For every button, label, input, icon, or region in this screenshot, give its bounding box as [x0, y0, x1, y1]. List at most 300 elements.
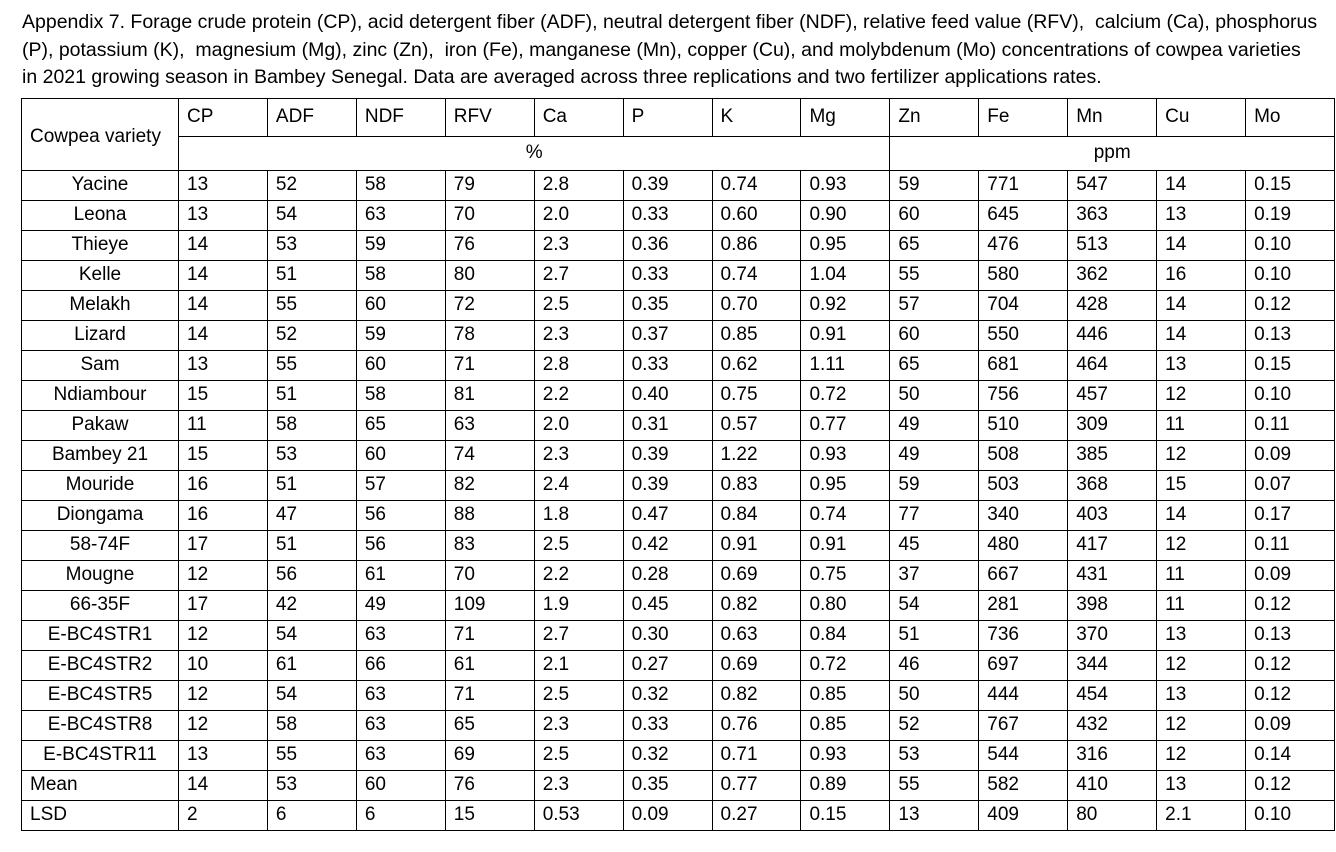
variety-cell: E-BC4STR11: [22, 740, 179, 770]
value-cell-p: 0.33: [623, 260, 712, 290]
value-cell-cu: 11: [1157, 560, 1246, 590]
value-cell-cu: 15: [1157, 470, 1246, 500]
value-cell-adf: 51: [267, 260, 356, 290]
value-cell-adf: 47: [267, 500, 356, 530]
value-cell-p: 0.33: [623, 710, 712, 740]
value-cell-mg: 0.93: [801, 440, 890, 470]
value-cell-mo: 0.10: [1246, 380, 1335, 410]
value-cell-mg: 0.90: [801, 200, 890, 230]
value-cell-ca: 2.0: [534, 200, 623, 230]
value-cell-cp: 2: [179, 800, 268, 830]
value-cell-k: 0.69: [712, 560, 801, 590]
value-cell-mg: 0.93: [801, 170, 890, 200]
value-cell-fe: 508: [979, 440, 1068, 470]
column-header-fe: Fe: [979, 98, 1068, 136]
value-cell-mo: 0.09: [1246, 440, 1335, 470]
value-cell-ndf: 63: [356, 710, 445, 740]
value-cell-ndf: 59: [356, 320, 445, 350]
value-cell-p: 0.45: [623, 590, 712, 620]
column-header-adf: ADF: [267, 98, 356, 136]
value-cell-ndf: 57: [356, 470, 445, 500]
value-cell-p: 0.27: [623, 650, 712, 680]
value-cell-cp: 10: [179, 650, 268, 680]
value-cell-adf: 58: [267, 410, 356, 440]
value-cell-ndf: 6: [356, 800, 445, 830]
value-cell-fe: 681: [979, 350, 1068, 380]
value-cell-adf: 54: [267, 680, 356, 710]
table-row-pakaw: [22, 410, 1335, 440]
value-cell-mg: 0.80: [801, 590, 890, 620]
value-cell-mn: 363: [1068, 200, 1157, 230]
column-header-zn: Zn: [890, 98, 979, 136]
value-cell-rfv: 70: [445, 560, 534, 590]
value-cell-mo: 0.12: [1246, 590, 1335, 620]
variety-cell: Leona: [22, 200, 179, 230]
value-cell-mg: 0.93: [801, 740, 890, 770]
variety-cell: Kelle: [22, 260, 179, 290]
value-cell-fe: 704: [979, 290, 1068, 320]
value-cell-adf: 42: [267, 590, 356, 620]
value-cell-mo: 0.11: [1246, 410, 1335, 440]
table-caption: Appendix 7. Forage crude protein (CP), acid detergent fiber (ADF), neutral detergent fiber (NDF), relative feed value (RFV), calcium (Ca), phosphorus (P), potassium (K), magnesium (Mg), zinc (Zn), iron (Fe), manganese (Mn), copper (Cu), and molybdenum (Mo) concentrations of cowpea varieties in 2021 growing season in Bambey Senegal. Data are averaged across three replications and two fertilizer applications rates.: [22, 11, 1323, 88]
column-header-rfv: RFV: [445, 98, 534, 136]
value-cell-cu: 12: [1157, 380, 1246, 410]
value-cell-ca: 2.3: [534, 710, 623, 740]
value-cell-rfv: 76: [445, 230, 534, 260]
value-cell-mn: 464: [1068, 350, 1157, 380]
value-cell-fe: 480: [979, 530, 1068, 560]
variety-cell: LSD: [22, 800, 179, 830]
value-cell-ca: 1.9: [534, 590, 623, 620]
value-cell-mn: 454: [1068, 680, 1157, 710]
value-cell-rfv: 69: [445, 740, 534, 770]
value-cell-k: 0.76: [712, 710, 801, 740]
value-cell-adf: 52: [267, 320, 356, 350]
value-cell-zn: 49: [890, 440, 979, 470]
value-cell-mn: 417: [1068, 530, 1157, 560]
value-cell-p: 0.35: [623, 290, 712, 320]
variety-cell: Pakaw: [22, 410, 179, 440]
value-cell-k: 0.75: [712, 380, 801, 410]
value-cell-cu: 14: [1157, 230, 1246, 260]
value-cell-ca: 2.1: [534, 650, 623, 680]
value-cell-zn: 55: [890, 770, 979, 800]
value-cell-cu: 14: [1157, 290, 1246, 320]
variety-cell: Thieye: [22, 230, 179, 260]
value-cell-ca: 2.7: [534, 620, 623, 650]
value-cell-zn: 59: [890, 470, 979, 500]
value-cell-ndf: 60: [356, 350, 445, 380]
value-cell-zn: 46: [890, 650, 979, 680]
appendix-7-table: [21, 98, 1335, 831]
value-cell-zn: 60: [890, 200, 979, 230]
value-cell-ndf: 49: [356, 590, 445, 620]
value-cell-mo: 0.11: [1246, 530, 1335, 560]
value-cell-fe: 281: [979, 590, 1068, 620]
value-cell-mg: 0.72: [801, 650, 890, 680]
value-cell-mn: 446: [1068, 320, 1157, 350]
column-header-mn: Mn: [1068, 98, 1157, 136]
value-cell-mn: 316: [1068, 740, 1157, 770]
value-cell-adf: 54: [267, 200, 356, 230]
variety-cell: 66-35F: [22, 590, 179, 620]
value-cell-fe: 409: [979, 800, 1068, 830]
value-cell-mg: 0.95: [801, 230, 890, 260]
value-cell-mn: 403: [1068, 500, 1157, 530]
table-row-lsd: [22, 800, 1335, 830]
value-cell-zn: 51: [890, 620, 979, 650]
table-row-e-bc4str5: [22, 680, 1335, 710]
value-cell-zn: 52: [890, 710, 979, 740]
value-cell-p: 0.36: [623, 230, 712, 260]
value-cell-cu: 12: [1157, 530, 1246, 560]
variety-cell: Lizard: [22, 320, 179, 350]
value-cell-ndf: 58: [356, 380, 445, 410]
value-cell-fe: 476: [979, 230, 1068, 260]
value-cell-mg: 0.74: [801, 500, 890, 530]
variety-cell: Sam: [22, 350, 179, 380]
value-cell-p: 0.39: [623, 470, 712, 500]
value-cell-p: 0.28: [623, 560, 712, 590]
value-cell-ndf: 63: [356, 680, 445, 710]
table-row-bambey-21: [22, 440, 1335, 470]
value-cell-adf: 51: [267, 470, 356, 500]
value-cell-ndf: 56: [356, 500, 445, 530]
column-header-ndf: NDF: [356, 98, 445, 136]
column-header-mg: Mg: [801, 98, 890, 136]
value-cell-k: 0.70: [712, 290, 801, 320]
value-cell-cp: 16: [179, 470, 268, 500]
value-cell-k: 0.57: [712, 410, 801, 440]
value-cell-rfv: 61: [445, 650, 534, 680]
value-cell-mg: 0.84: [801, 620, 890, 650]
value-cell-mn: 80: [1068, 800, 1157, 830]
value-cell-fe: 444: [979, 680, 1068, 710]
value-cell-k: 0.62: [712, 350, 801, 380]
table-row-ndiambour: [22, 380, 1335, 410]
value-cell-cu: 12: [1157, 440, 1246, 470]
value-cell-adf: 54: [267, 620, 356, 650]
value-cell-cu: 16: [1157, 260, 1246, 290]
value-cell-cp: 13: [179, 170, 268, 200]
variety-cell: 58-74F: [22, 530, 179, 560]
value-cell-mn: 362: [1068, 260, 1157, 290]
value-cell-mo: 0.10: [1246, 800, 1335, 830]
value-cell-k: 0.83: [712, 470, 801, 500]
value-cell-ca: 2.4: [534, 470, 623, 500]
value-cell-mo: 0.12: [1246, 650, 1335, 680]
value-cell-fe: 580: [979, 260, 1068, 290]
value-cell-mg: 0.95: [801, 470, 890, 500]
value-cell-cp: 13: [179, 740, 268, 770]
value-cell-k: 0.82: [712, 680, 801, 710]
value-cell-ndf: 63: [356, 740, 445, 770]
value-cell-zn: 55: [890, 260, 979, 290]
value-cell-ca: 2.8: [534, 170, 623, 200]
value-cell-mo: 0.10: [1246, 260, 1335, 290]
variety-cell: E-BC4STR8: [22, 710, 179, 740]
value-cell-cp: 12: [179, 680, 268, 710]
table-row-kelle: [22, 260, 1335, 290]
table-row-melakh: [22, 290, 1335, 320]
value-cell-ca: 2.3: [534, 770, 623, 800]
value-cell-fe: 544: [979, 740, 1068, 770]
value-cell-ca: 2.5: [534, 740, 623, 770]
value-cell-ca: 2.3: [534, 320, 623, 350]
value-cell-ca: 2.2: [534, 560, 623, 590]
value-cell-cp: 14: [179, 260, 268, 290]
value-cell-adf: 53: [267, 770, 356, 800]
value-cell-mn: 547: [1068, 170, 1157, 200]
value-cell-rfv: 82: [445, 470, 534, 500]
value-cell-rfv: 78: [445, 320, 534, 350]
unit-label-percent: %: [179, 136, 890, 170]
value-cell-cu: 11: [1157, 590, 1246, 620]
value-cell-zn: 50: [890, 380, 979, 410]
value-cell-cp: 12: [179, 710, 268, 740]
value-cell-p: 0.37: [623, 320, 712, 350]
value-cell-cp: 16: [179, 500, 268, 530]
value-cell-mo: 0.19: [1246, 200, 1335, 230]
table-row-yacine: [22, 170, 1335, 200]
value-cell-cu: 13: [1157, 770, 1246, 800]
table-row-thieye: [22, 230, 1335, 260]
value-cell-rfv: 65: [445, 710, 534, 740]
value-cell-cp: 14: [179, 290, 268, 320]
value-cell-p: 0.42: [623, 530, 712, 560]
value-cell-mn: 344: [1068, 650, 1157, 680]
column-header-p: P: [623, 98, 712, 136]
value-cell-k: 0.71: [712, 740, 801, 770]
value-cell-zn: 57: [890, 290, 979, 320]
row-header-label: Cowpea variety: [30, 126, 161, 147]
table-row-mean: [22, 770, 1335, 800]
value-cell-mn: 398: [1068, 590, 1157, 620]
value-cell-cu: 13: [1157, 680, 1246, 710]
value-cell-mg: 0.85: [801, 680, 890, 710]
value-cell-rfv: 81: [445, 380, 534, 410]
value-cell-mo: 0.15: [1246, 350, 1335, 380]
value-cell-zn: 65: [890, 230, 979, 260]
value-cell-ndf: 58: [356, 170, 445, 200]
value-cell-cu: 2.1: [1157, 800, 1246, 830]
value-cell-cu: 14: [1157, 320, 1246, 350]
value-cell-ndf: 63: [356, 620, 445, 650]
value-cell-cp: 17: [179, 590, 268, 620]
value-cell-p: 0.09: [623, 800, 712, 830]
value-cell-cu: 12: [1157, 740, 1246, 770]
value-cell-p: 0.35: [623, 770, 712, 800]
table-row-66-35f: [22, 590, 1335, 620]
value-cell-zn: 37: [890, 560, 979, 590]
table-body: [22, 170, 1335, 830]
value-cell-p: 0.47: [623, 500, 712, 530]
value-cell-fe: 767: [979, 710, 1068, 740]
value-cell-zn: 60: [890, 320, 979, 350]
value-cell-adf: 58: [267, 710, 356, 740]
value-cell-k: 0.74: [712, 260, 801, 290]
value-cell-ndf: 61: [356, 560, 445, 590]
table-row-mouride: [22, 470, 1335, 500]
value-cell-cp: 12: [179, 560, 268, 590]
value-cell-ca: 2.5: [534, 680, 623, 710]
value-cell-mg: 1.04: [801, 260, 890, 290]
value-cell-k: 0.85: [712, 320, 801, 350]
value-cell-fe: 697: [979, 650, 1068, 680]
value-cell-cp: 15: [179, 440, 268, 470]
value-cell-k: 0.77: [712, 770, 801, 800]
value-cell-p: 0.39: [623, 170, 712, 200]
value-cell-mg: 1.11: [801, 350, 890, 380]
value-cell-p: 0.33: [623, 200, 712, 230]
value-cell-zn: 59: [890, 170, 979, 200]
table-row-58-74f: [22, 530, 1335, 560]
value-cell-cu: 12: [1157, 710, 1246, 740]
variety-cell: E-BC4STR1: [22, 620, 179, 650]
value-cell-p: 0.32: [623, 740, 712, 770]
value-cell-adf: 51: [267, 380, 356, 410]
value-cell-p: 0.30: [623, 620, 712, 650]
value-cell-k: 0.74: [712, 170, 801, 200]
variety-cell: E-BC4STR5: [22, 680, 179, 710]
value-cell-k: 0.86: [712, 230, 801, 260]
value-cell-ca: 2.5: [534, 290, 623, 320]
column-header-k: K: [712, 98, 801, 136]
value-cell-rfv: 74: [445, 440, 534, 470]
value-cell-cp: 13: [179, 350, 268, 380]
value-cell-mo: 0.13: [1246, 320, 1335, 350]
value-cell-zn: 45: [890, 530, 979, 560]
value-cell-k: 0.82: [712, 590, 801, 620]
value-cell-rfv: 71: [445, 680, 534, 710]
variety-cell: Mean: [22, 770, 179, 800]
value-cell-rfv: 109: [445, 590, 534, 620]
value-cell-mg: 0.77: [801, 410, 890, 440]
value-cell-adf: 6: [267, 800, 356, 830]
value-cell-fe: 340: [979, 500, 1068, 530]
value-cell-ndf: 65: [356, 410, 445, 440]
value-cell-ndf: 58: [356, 260, 445, 290]
value-cell-rfv: 70: [445, 200, 534, 230]
value-cell-mg: 0.75: [801, 560, 890, 590]
value-cell-adf: 53: [267, 440, 356, 470]
value-cell-adf: 55: [267, 290, 356, 320]
value-cell-adf: 52: [267, 170, 356, 200]
value-cell-fe: 550: [979, 320, 1068, 350]
value-cell-zn: 53: [890, 740, 979, 770]
value-cell-fe: 645: [979, 200, 1068, 230]
unit-label-ppm: ppm: [890, 136, 1335, 170]
value-cell-k: 1.22: [712, 440, 801, 470]
value-cell-mo: 0.17: [1246, 500, 1335, 530]
value-cell-ca: 2.8: [534, 350, 623, 380]
value-cell-k: 0.84: [712, 500, 801, 530]
table-row-leona: [22, 200, 1335, 230]
value-cell-k: 0.91: [712, 530, 801, 560]
value-cell-adf: 55: [267, 350, 356, 380]
value-cell-ndf: 60: [356, 440, 445, 470]
variety-cell: Mouride: [22, 470, 179, 500]
value-cell-adf: 51: [267, 530, 356, 560]
value-cell-rfv: 71: [445, 620, 534, 650]
column-header-variety: [22, 98, 179, 170]
value-cell-fe: 756: [979, 380, 1068, 410]
value-cell-fe: 510: [979, 410, 1068, 440]
value-cell-mg: 0.72: [801, 380, 890, 410]
value-cell-zn: 77: [890, 500, 979, 530]
value-cell-cp: 14: [179, 770, 268, 800]
value-cell-cp: 14: [179, 230, 268, 260]
value-cell-cu: 14: [1157, 500, 1246, 530]
value-cell-ndf: 60: [356, 770, 445, 800]
column-header-ca: Ca: [534, 98, 623, 136]
value-cell-k: 0.69: [712, 650, 801, 680]
value-cell-mn: 410: [1068, 770, 1157, 800]
table-row-mougne: [22, 560, 1335, 590]
value-cell-mo: 0.13: [1246, 620, 1335, 650]
column-header-mo: Mo: [1246, 98, 1335, 136]
value-cell-cp: 13: [179, 200, 268, 230]
table-row-e-bc4str8: [22, 710, 1335, 740]
variety-cell: E-BC4STR2: [22, 650, 179, 680]
value-cell-rfv: 63: [445, 410, 534, 440]
table-header: [22, 98, 1335, 170]
value-cell-cu: 13: [1157, 620, 1246, 650]
value-cell-cp: 12: [179, 620, 268, 650]
value-cell-cp: 17: [179, 530, 268, 560]
value-cell-mo: 0.12: [1246, 290, 1335, 320]
variety-cell: Mougne: [22, 560, 179, 590]
value-cell-k: 0.60: [712, 200, 801, 230]
value-cell-mg: 0.89: [801, 770, 890, 800]
value-cell-mn: 309: [1068, 410, 1157, 440]
column-header-cp: CP: [179, 98, 268, 136]
value-cell-mg: 0.91: [801, 320, 890, 350]
value-cell-p: 0.40: [623, 380, 712, 410]
value-cell-ca: 2.2: [534, 380, 623, 410]
value-cell-k: 0.63: [712, 620, 801, 650]
value-cell-zn: 50: [890, 680, 979, 710]
value-cell-cu: 14: [1157, 170, 1246, 200]
value-cell-rfv: 88: [445, 500, 534, 530]
column-header-cu: Cu: [1157, 98, 1246, 136]
value-cell-ndf: 66: [356, 650, 445, 680]
value-cell-fe: 582: [979, 770, 1068, 800]
value-cell-fe: 736: [979, 620, 1068, 650]
value-cell-rfv: 80: [445, 260, 534, 290]
value-cell-rfv: 83: [445, 530, 534, 560]
table-row-diongama: [22, 500, 1335, 530]
value-cell-mn: 432: [1068, 710, 1157, 740]
table-row-sam: [22, 350, 1335, 380]
value-cell-rfv: 79: [445, 170, 534, 200]
value-cell-mn: 370: [1068, 620, 1157, 650]
value-cell-p: 0.39: [623, 440, 712, 470]
value-cell-adf: 55: [267, 740, 356, 770]
value-cell-cu: 13: [1157, 350, 1246, 380]
value-cell-rfv: 76: [445, 770, 534, 800]
value-cell-mo: 0.09: [1246, 560, 1335, 590]
value-cell-p: 0.32: [623, 680, 712, 710]
value-cell-cp: 11: [179, 410, 268, 440]
table-row-e-bc4str1: [22, 620, 1335, 650]
value-cell-mo: 0.15: [1246, 170, 1335, 200]
value-cell-mn: 428: [1068, 290, 1157, 320]
value-cell-mo: 0.09: [1246, 710, 1335, 740]
value-cell-mn: 457: [1068, 380, 1157, 410]
value-cell-mo: 0.07: [1246, 470, 1335, 500]
value-cell-zn: 65: [890, 350, 979, 380]
